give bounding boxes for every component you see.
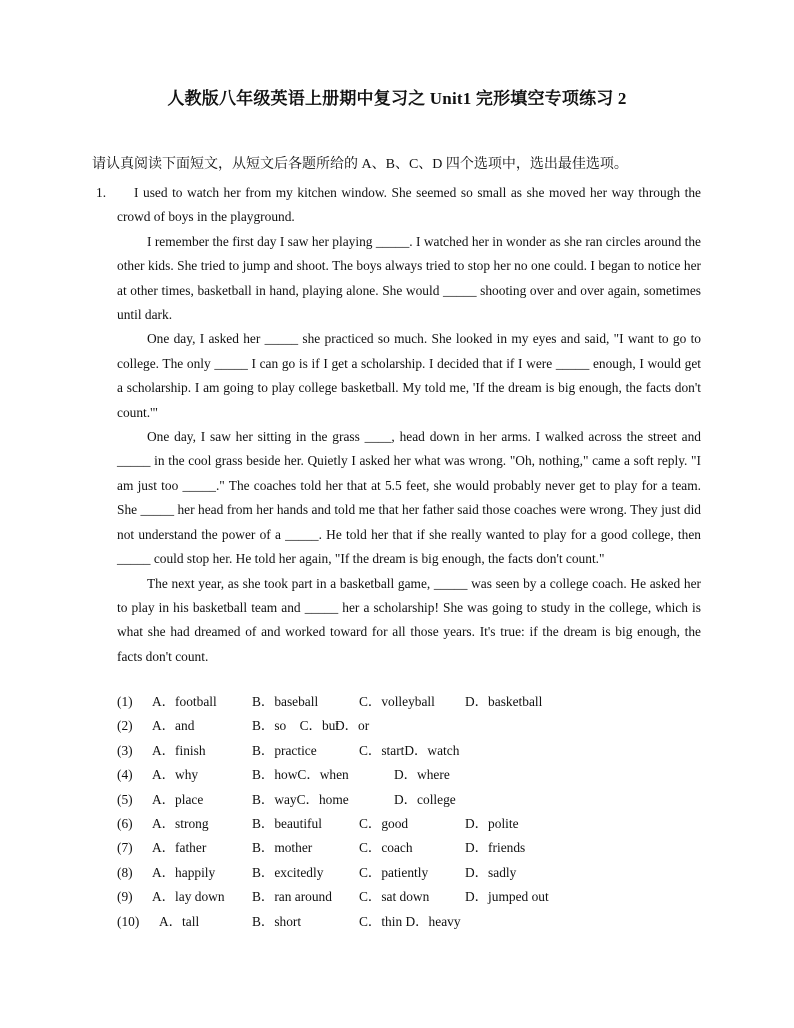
option-d: D．polite (465, 815, 519, 831)
option-number: (1) (117, 694, 133, 709)
option-b: B．excitedly (252, 864, 324, 880)
option-d: D．jumped out (465, 889, 549, 905)
option-a: A．strong (152, 815, 209, 831)
option-c: C．startD．watch (359, 742, 460, 758)
option-row-8 (117, 861, 701, 885)
option-number: (3) (117, 742, 133, 758)
option-number: (2) (117, 718, 133, 734)
option-a: A．lay down (152, 889, 225, 905)
option-a: A．why (152, 767, 199, 783)
option-number: (9) (117, 889, 133, 905)
option-row-6 (117, 812, 701, 836)
cloze-passage (96, 181, 701, 669)
option-number: (10) (117, 913, 140, 929)
option-b: B．wayC．home (252, 791, 349, 807)
option-row-2 (117, 714, 701, 738)
option-number: (6) (117, 815, 133, 831)
option-b: B．beautiful (252, 815, 322, 831)
option-b: B．short (252, 913, 302, 929)
option-d: D．basketball (465, 694, 543, 709)
option-number: (4) (117, 767, 133, 783)
option-a: A．father (152, 840, 207, 856)
option-b: B．howC．when (252, 767, 349, 783)
answer-options (117, 690, 701, 934)
option-c: C．thin D．heavy (359, 913, 461, 929)
option-b: B．baseball (252, 694, 319, 709)
page-title: 人教版八年级英语上册期中复习之 Unit1 完形填空专项练习 2 (167, 89, 627, 108)
instruction-text: 请认真阅读下面短文，从短文后各题所给的 A、B、C、D 四个选项中，选出最佳选项。 (92, 157, 628, 172)
option-c: D．or (335, 718, 370, 734)
option-d: D．friends (465, 840, 526, 856)
option-row-4 (117, 763, 701, 787)
passage-paragraph-4: One day, I saw her sitting in the grass ____, head down in her arms. I walked across the street and _____ in the cool grass beside her. Quietly I asked her what was wrong. "Oh, nothing," came a soft reply. "I am just too _____." The coaches told her that at 5.5 feet, she would probably never get to play for a team. She _____ her head from her hands and told me that her father said those coaches were wrong. They just did not understand the power of a _____. He told her that if she really wanted to play for a good college, then _____ could stop her. He told her again, "If the dream is big enough, the facts don't count." (117, 429, 701, 567)
option-number: (5) (117, 791, 133, 807)
option-number: (7) (117, 840, 133, 856)
option-row-7 (117, 836, 701, 860)
paragraph-text: I used to watch her from my kitchen window. She seemed so small as she moved her way through the crowd of boys in the playground. (117, 185, 701, 225)
option-c: C．sat down (359, 889, 430, 905)
option-row-5 (117, 788, 701, 812)
option-a: A．happily (152, 864, 216, 880)
option-c: C．patiently (359, 864, 429, 880)
option-a: A．finish (152, 742, 206, 758)
passage-paragraph-1 (96, 181, 701, 230)
option-row-9 (117, 885, 701, 909)
question-number: 1. (96, 185, 107, 200)
option-row-3 (117, 739, 701, 763)
option-c: C．good (359, 815, 409, 831)
option-row-1 (117, 690, 701, 714)
option-c: C．coach (359, 840, 413, 856)
option-d: D．where (394, 767, 450, 783)
option-b: B．ran around (252, 889, 332, 905)
passage-paragraph-5: The next year, as she took part in a basketball game, _____ was seen by a college coach. He asked her to play in his basketball team and _____ her a scholarship! She was going to study in the college, which is what she had dreamed of and worked toward for all those years. It's true: if the dream is big enough, the facts don't count. (117, 575, 701, 664)
passage-paragraph-2: I remember the first day I saw her playing _____. I watched her in wonder as she ran circles around the other kids. She tried to jump and shoot. The boys always tried to stop her no one could. I began to notice her at other times, basketball in hand, playing alone. She would _____ shooting over and over again, sometimes until dark. (117, 233, 701, 323)
option-a: A．football (152, 694, 217, 709)
option-a: A．tall (159, 913, 200, 929)
option-b: B．practice (252, 742, 317, 758)
option-b: B．so C．but (252, 718, 340, 734)
option-a: A．and (152, 718, 195, 734)
passage-paragraph-3: One day, I asked her _____ she practiced so much. She looked in my eyes and said, "I want to go to college. The only _____ I can go is if I get a scholarship. I decided that if I were _____ enough, I would get a scholarship. I am going to play college basketball. My told me, 'If the dream is big enough, the facts don't count.'" (117, 331, 701, 420)
option-d: D．college (394, 791, 456, 807)
option-c: C．volleyball (359, 694, 435, 709)
option-number: (8) (117, 864, 133, 880)
option-d: D．sadly (465, 864, 517, 880)
option-row-10 (117, 910, 701, 934)
option-a: A．place (152, 791, 204, 807)
option-b: B．mother (252, 840, 313, 856)
